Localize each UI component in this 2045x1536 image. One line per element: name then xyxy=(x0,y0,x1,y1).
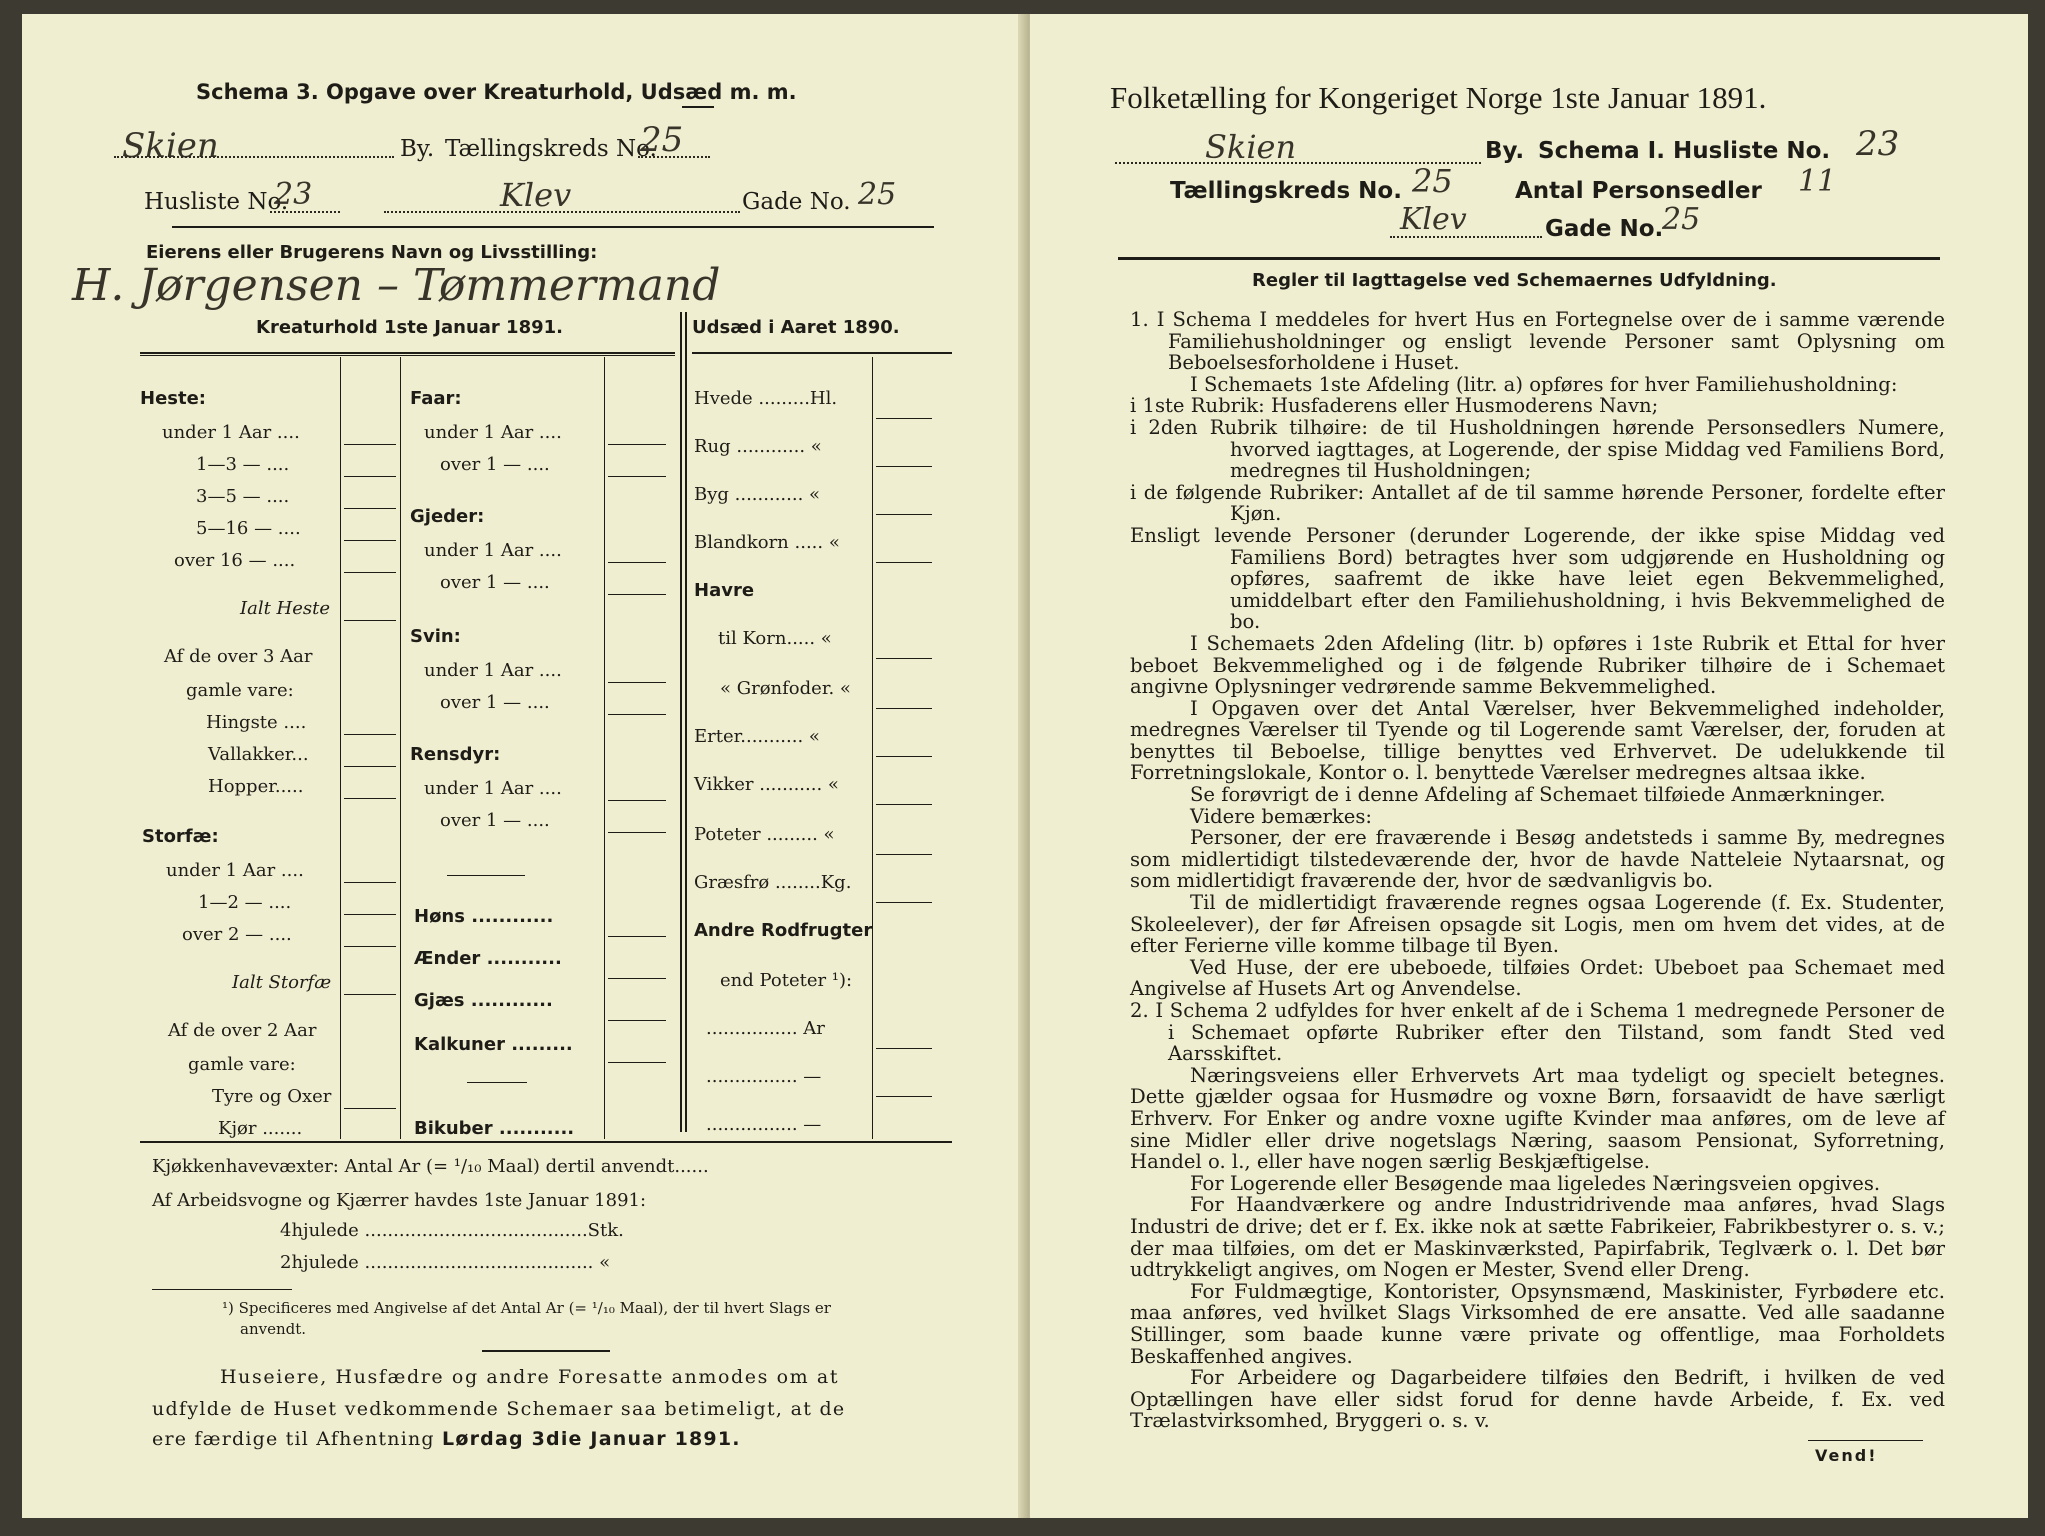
rule-paragraph: Ensligt levende Personer (derunder Logerende, der ikke spise Middag ved Familiens Bord) betragtes hver som udgjørende en Husholdning og opføres, saafremt de ikke have leiet egen Bekvemmelighed, umiddelbart efter den Familiehusholdning, i hvis Bekvemmelighed de bo. xyxy=(1130,523,1945,634)
col2-row: over 1 — .... xyxy=(440,810,550,831)
col3-row: Græsfrø ........Kg. xyxy=(694,872,852,893)
kreds-label-right: Tællingskreds No. xyxy=(1170,178,1402,204)
rule-paragraph: i de følgende Rubriker: Antallet af de til samme hørende Personer, fordelte efter Kjøn. xyxy=(1130,480,1945,526)
closing-line3 xyxy=(152,1428,741,1450)
rules-title: Regler til Iagttagelse ved Schemaernes Udfyldning. xyxy=(1252,270,1777,291)
vend-label: Vend! xyxy=(1815,1446,1878,1465)
entry-line xyxy=(608,476,666,477)
col1-row: 1—3 — .... xyxy=(196,454,290,475)
col1-row: Ialt Storfæ xyxy=(232,972,332,993)
rule-paragraph: 2. I Schema 2 udfyldes for hver enkelt af de i Schema 1 medregnede Personer de i Schemaet opførte Rubriker efter den Tilstand, som fandt Sted ved Aarsskiftet. xyxy=(1130,999,1945,1066)
entry-line xyxy=(344,994,396,995)
table-divider-2 xyxy=(685,312,687,1132)
col3-row: Vikker ........... « xyxy=(694,774,839,795)
col3-row: Byg ............ « xyxy=(694,484,821,505)
entry-line xyxy=(608,444,666,445)
rule-paragraph: For Arbeidere og Dagarbeidere tilføies den Bedrift, i hvilken de ved Optællingen have eller sidst forud for denne havde Arbeide, f. Ex. ved Trælastvirksomhed, Bryggeri o. s. v. xyxy=(1130,1366,1945,1433)
left-page xyxy=(22,14,1027,1518)
entry-line xyxy=(344,620,396,621)
gade-name-handwritten-right: Klev xyxy=(1400,202,1467,237)
col1-row: gamle vare: xyxy=(186,680,294,701)
col2-row: Ænder ........... xyxy=(414,948,562,969)
entry-line xyxy=(876,658,932,659)
arbeidsvogne-line: Af Arbeidsvogne og Kjærrer havdes 1ste Januar 1891: xyxy=(152,1190,647,1211)
col1-row: Tyre og Oxer xyxy=(212,1086,332,1107)
by-dotline xyxy=(114,156,394,158)
gade-name-handwritten: Klev xyxy=(500,176,572,214)
rule-paragraph: Personer, der ere fraværende i Besøg andetsteds i samme By, medregnes som midlertidigt tilstedeværende der, hvor de havde Natteleie Nytaarsnat, og som midlertidigt fraværende der, hvor de sædvanligvis bo. xyxy=(1130,826,1945,893)
entry-line xyxy=(876,1048,932,1049)
col3-row: Rug ............ « xyxy=(694,436,822,457)
entry-line xyxy=(608,936,666,937)
col2-row: over 1 — .... xyxy=(440,572,550,593)
col2-row: Kalkuner ......... xyxy=(414,1034,573,1055)
schema3-title: Schema 3. Opgave over Kreaturhold, Udsæd m. m. xyxy=(196,80,797,104)
col3-row: ................ — xyxy=(706,1066,822,1087)
col1-row: under 1 Aar .... xyxy=(162,422,300,443)
col1-row: Af de over 3 Aar xyxy=(164,646,313,667)
col1-row: over 2 — .... xyxy=(182,924,292,945)
closing-rule xyxy=(482,1350,610,1352)
col1-row: 1—2 — .... xyxy=(198,892,292,913)
vend-rule xyxy=(1808,1440,1923,1441)
entry-line xyxy=(344,444,396,445)
col1-row: over 16 — .... xyxy=(174,550,296,571)
entry-line xyxy=(876,902,932,903)
col2-row: Rensdyr: xyxy=(410,744,501,765)
fourwheel-line: 4hjulede .......................................Stk. xyxy=(280,1220,624,1241)
gade-label-right: Gade No. xyxy=(1545,216,1664,242)
entry-line xyxy=(608,594,666,595)
rule-paragraph: Ved Huse, der ere ubeboede, tilføies Ordet: Ubeboet paa Schemaet med Angivelse af Husets Art og Anvendelse. xyxy=(1130,955,1945,1001)
col2-value-border xyxy=(604,357,605,1139)
rule-paragraph: Næringsveiens eller Erhvervets Art maa tydeligt og specielt betegnes. Dette gjælder ogsaa for Husmødre og voxne Børn, forsaavidt de have særligt Erhverv. For Enker og andre voxne ugifte Kvinder maa anføres, om de leve af sine Midler eller drive nogetslags Næring, saasom Pensionat, Syforretning, Handel o. l., eller have nogen særlig Beskjæftigelse. xyxy=(1130,1063,1945,1174)
kreatur-header: Kreaturhold 1ste Januar 1891. xyxy=(256,317,563,338)
col2-row: under 1 Aar .... xyxy=(424,778,562,799)
col3-row: til Korn..... « xyxy=(718,628,832,649)
kjokkenhave-line: Kjøkkenhavevæxter: Antal Ar (= ¹/₁₀ Maal) dertil anvendt...... xyxy=(152,1156,709,1177)
husliste-handwritten-right: 23 xyxy=(1856,124,1900,164)
rule-paragraph: 1. I Schema I meddeles for hvert Hus en Fortegnelse over de i samme værende Familiehusholdninger og ensligt levende Personer samt Oplysning om Beboelsesforholdene i Huset. xyxy=(1130,308,1945,375)
col2-row: under 1 Aar .... xyxy=(424,540,562,561)
gade-dotline-right xyxy=(1390,236,1542,238)
entry-line xyxy=(608,1062,666,1063)
col1-row: Vallakker... xyxy=(208,744,309,765)
rule-paragraph: For Haandværkere og andre Industridrivende maa anføres, hvad Slags Industri de drive; det er f. Ex. ikke nok at sætte Fabrikeier, Fabrikbestyrer o. s. v.; der maa tilføies, om det er Maskinværksted, Papirfabrik, Teglværk o. l. Det bør udtrykkeligt angives, om Nogen er Mester, Svend eller Dreng. xyxy=(1130,1193,1945,1282)
rule-paragraph: I Schemaets 1ste Afdeling (litr. a) opføres for hver Familiehusholdning: xyxy=(1190,372,1898,396)
entry-line xyxy=(876,854,932,855)
census-title: Folketælling for Kongeriget Norge 1ste Januar 1891. xyxy=(1110,80,1767,115)
entry-line xyxy=(344,946,396,947)
entry-line xyxy=(608,562,666,563)
closing-line1: Huseiere, Husfædre og andre Foresatte anmodes om at xyxy=(220,1366,840,1388)
table-bottom-rule xyxy=(140,1141,952,1143)
col3-value-border xyxy=(872,357,873,1139)
entry-line xyxy=(876,804,932,805)
col3-row: Erter........... « xyxy=(694,726,820,747)
col2-row: Gjeder: xyxy=(410,506,485,527)
col3-row: Andre Rodfrugter xyxy=(694,920,873,941)
col1-row: Heste: xyxy=(140,388,206,409)
kreds-handwritten-right: 25 xyxy=(1412,162,1453,200)
udsaed-header: Udsæd i Aaret 1890. xyxy=(692,317,900,338)
col1-right-border xyxy=(400,357,401,1139)
title-rule xyxy=(682,106,714,108)
owner-label: Eierens eller Brugerens Navn og Livsstilling: xyxy=(146,242,598,263)
by-handwritten-right: Skien xyxy=(1205,128,1297,166)
closing-line3-b: Lørdag 3die Januar 1891. xyxy=(442,1428,741,1450)
gade-label: Gade No. xyxy=(742,189,851,215)
col1-row: 5—16 — .... xyxy=(196,518,301,539)
entry-line xyxy=(608,832,666,833)
col2-separator xyxy=(467,1082,527,1083)
table-divider xyxy=(680,312,682,1132)
col2-row: Bikuber ........... xyxy=(414,1118,575,1139)
table-top-rule-right xyxy=(692,352,952,354)
table-top-rule xyxy=(140,352,675,354)
col1-row: Storfæ: xyxy=(142,826,219,847)
col1-value-border xyxy=(340,357,341,1139)
entry-line xyxy=(876,1096,932,1097)
col2-row: over 1 — .... xyxy=(440,454,550,475)
col3-row: Poteter ......... « xyxy=(694,824,835,845)
col1-row: Af de over 2 Aar xyxy=(168,1020,317,1041)
right-page xyxy=(1030,14,2028,1518)
col3-row: Havre xyxy=(694,580,755,601)
col1-row: Hingste .... xyxy=(206,712,307,733)
col3-row: ................ — xyxy=(706,1114,822,1135)
col3-row: Hvede .........Hl. xyxy=(694,388,838,409)
entry-line xyxy=(608,682,666,683)
col1-row: under 1 Aar .... xyxy=(166,860,304,881)
entry-line xyxy=(344,798,396,799)
col1-row: Ialt Heste xyxy=(240,598,331,619)
kreds-label: Tællingskreds No. xyxy=(445,136,657,162)
owner-handwritten: H. Jørgensen – Tømmermand xyxy=(72,260,721,311)
rule-paragraph: i 1ste Rubrik: Husfaderens eller Husmoderens Navn; xyxy=(1130,394,1659,418)
entry-line xyxy=(344,1108,396,1109)
entry-line xyxy=(876,756,932,757)
entry-line xyxy=(876,708,932,709)
entry-line xyxy=(344,734,396,735)
rule-paragraph: Videre bemærkes: xyxy=(1190,804,1373,828)
twowheel-line: 2hjulede ........................................ « xyxy=(280,1252,611,1273)
rule-paragraph: Se forøvrigt de i denne Afdeling af Schemaet tilføiede Anmærkninger. xyxy=(1190,783,1886,807)
by-label: By. xyxy=(400,136,435,162)
entry-line xyxy=(876,466,932,467)
rule-paragraph: Til de midlertidigt fraværende regnes ogsaa Logerende (f. Ex. Studenter, Skoleelever), der før Afreisen opsagde sit Logis, men om hvem det vides, at de efter Ferierne ville komme tilbage til Byen. xyxy=(1130,891,1945,958)
col1-row: 3—5 — .... xyxy=(196,486,290,507)
entry-line xyxy=(608,714,666,715)
footnote-rule xyxy=(152,1289,292,1290)
rules-text xyxy=(1130,309,1945,1432)
gade-handwritten: 25 xyxy=(858,177,897,212)
footnote-line1: ¹) Specificeres med Angivelse af det Antal Ar (= ¹/₁₀ Maal), der til hvert Slags er xyxy=(222,1299,831,1317)
entry-line xyxy=(876,418,932,419)
gade-dotline xyxy=(384,211,740,213)
by-label-right: By. xyxy=(1485,138,1525,164)
antal-label: Antal Personsedler xyxy=(1515,178,1762,204)
col2-row: over 1 — .... xyxy=(440,692,550,713)
entry-line xyxy=(344,572,396,573)
kreds-dotline xyxy=(638,156,710,158)
rule-paragraph: For Logerende eller Besøgende maa ligeledes Næringsveien opgives. xyxy=(1190,1171,1881,1195)
rule-paragraph: i 2den Rubrik tilhøire: de til Husholdningen hørende Personsedlers Numere, hvorved iagttages, at Logerende, der spise Middag ved Familiens Bord, medregnes til Husholdningen; xyxy=(1130,415,1945,483)
entry-line xyxy=(876,562,932,563)
col2-separator xyxy=(447,875,525,876)
entry-line xyxy=(608,978,666,979)
col2-row: under 1 Aar .... xyxy=(424,660,562,681)
entry-line xyxy=(344,476,396,477)
col2-row: Høns ............ xyxy=(414,906,554,927)
by-handwritten: Skien xyxy=(122,126,219,166)
col3-row: Blandkorn ..... « xyxy=(694,532,840,553)
col3-row: end Poteter ¹): xyxy=(720,970,853,991)
entry-line xyxy=(344,508,396,509)
col3-row: « Grønfoder. « xyxy=(720,678,851,699)
col2-row: Faar: xyxy=(410,388,462,409)
footnote-line2: anvendt. xyxy=(240,1320,307,1338)
antal-handwritten: 11 xyxy=(1798,164,1837,199)
col2-row: under 1 Aar .... xyxy=(424,422,562,443)
husliste-label: Husliste No. xyxy=(144,189,289,215)
col2-row: Gjæs ............ xyxy=(414,990,553,1011)
entry-line xyxy=(344,882,396,883)
header-rule xyxy=(172,226,934,228)
entry-line xyxy=(344,540,396,541)
closing-line2: udfylde de Huset vedkommende Schemaer saa betimeligt, at de xyxy=(152,1398,846,1420)
col3-row: ................ Ar xyxy=(706,1018,825,1039)
col1-row: Kjør ....... xyxy=(218,1118,303,1139)
col1-row: Hopper..... xyxy=(208,776,304,797)
table-top-rule-2 xyxy=(140,355,675,356)
col1-row: gamle vare: xyxy=(188,1054,296,1075)
husliste-handwritten: 23 xyxy=(274,177,313,212)
kreds-handwritten: 25 xyxy=(640,120,684,160)
entry-line xyxy=(608,1020,666,1021)
schema1-label: Schema I. Husliste No. xyxy=(1538,138,1831,164)
rule-paragraph: I Schemaets 2den Afdeling (litr. b) opføres i 1ste Rubrik et Ettal for hver beboet Bekvemmelighed og i de følgende Rubriker tilhøire de i Schemaet angivne Oplysninger vedrørende samme Bekvemmelighed. xyxy=(1130,631,1945,699)
entry-line xyxy=(608,800,666,801)
entry-line xyxy=(344,914,396,915)
entry-line xyxy=(876,514,932,515)
header-rule-right xyxy=(1118,257,1940,260)
rule-paragraph: For Fuldmægtige, Kontorister, Opsynsmænd, Maskinister, Fyrbødere etc. maa anføres, ved hvilket Slags Virksomhed de ere ansatte. Ved alle saadanne Stillinger, som baade kunne være private og offentlige, maa Forholdets Beskaffenhed angives. xyxy=(1130,1279,1945,1368)
gade-handwritten-right: 25 xyxy=(1662,202,1701,237)
closing-line3-a: ere færdige til Afhentning xyxy=(152,1428,443,1450)
rule-paragraph: I Opgaven over det Antal Værelser, hver Bekvemmelighed indeholder, medregnes Værelser til Tyende og til Logerende samt Værelser, der, foruden at benyttes til Beboelse, tillige benyttes ved Erhvervet. De udelukkende til Forretningslokale, Kontor o. l. benyttede Værelser medregnes altsaa ikke. xyxy=(1130,696,1945,785)
entry-line xyxy=(344,766,396,767)
col2-row: Svin: xyxy=(410,626,461,647)
husliste-dotline xyxy=(270,211,340,213)
